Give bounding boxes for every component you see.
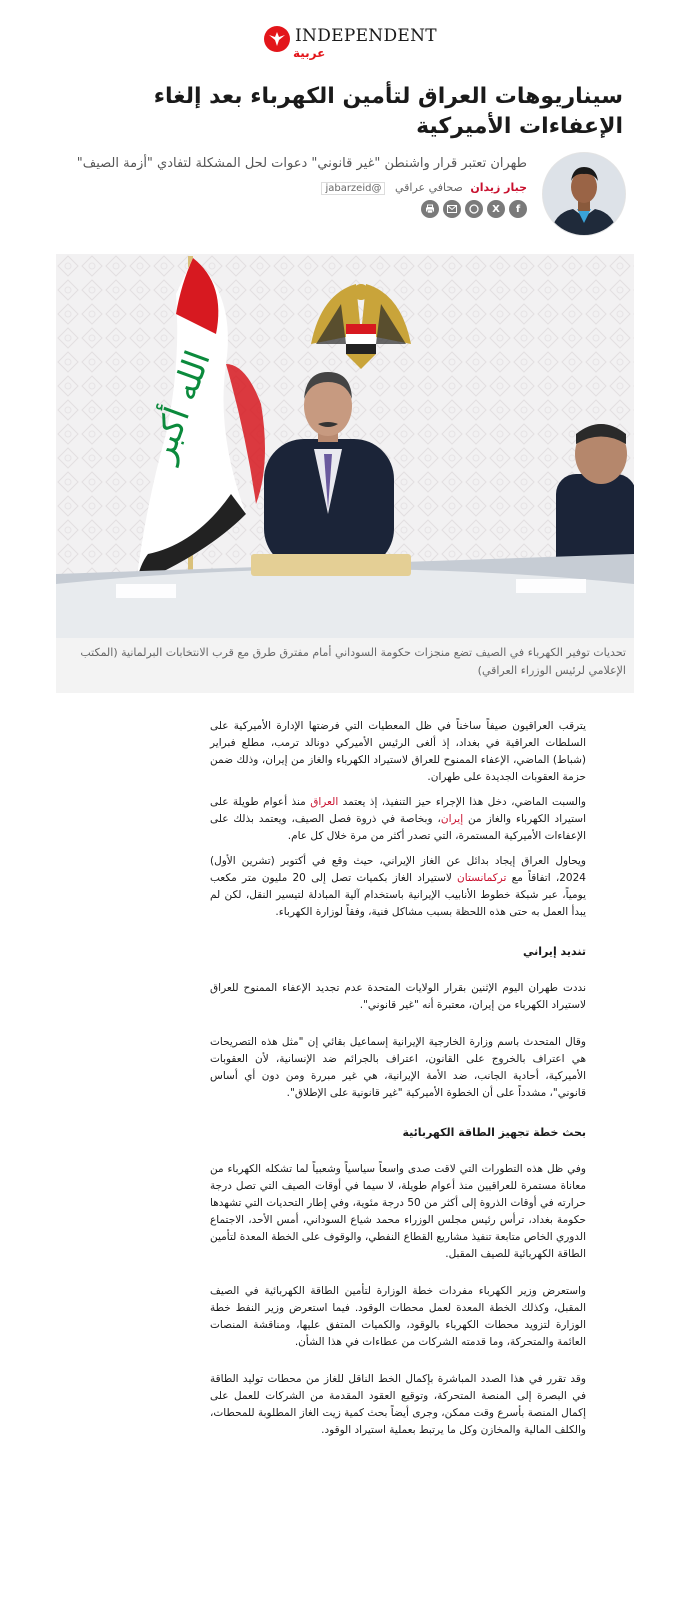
author-name[interactable]: جبار زيدان — [470, 181, 527, 194]
section-heading-power-plan: بحث خطة تجهيز الطاقة الكهربائية — [402, 1126, 586, 1139]
logo-wordmark: INDEPENDENT — [295, 26, 437, 46]
paragraph-3-text-a: ويحاول العراق إيجاد بدائل عن الغاز الإيراني، حيث وقع في أكتوبر (تشرين الأول) 2024، اتفاقاً مع — [210, 855, 586, 884]
paragraph-2 — [210, 794, 586, 845]
paragraph-3 — [210, 853, 586, 921]
email-icon[interactable] — [443, 200, 461, 218]
iraq-link[interactable]: العراق — [310, 796, 339, 808]
paragraph-8: وقد تقرر في هذا الصدد المباشرة بإكمال الخط الناقل للغاز من محطات توليد الطاقة في البصرة إلى المنصة المتحركة، وتوقيع العقود المقدمة من الشركات للعمل على إكمال المنصة بأسرع وقت ممكن، وجرى أيضاً بحث كمية زيت الغاز المطلوبة للمحطات، والكلف المالية والمخازن وكل ما يرتبط بعملية استيراد الوقود. — [210, 1373, 586, 1436]
svg-text:الله أكبر: الله أكبر — [141, 345, 219, 468]
facebook-icon[interactable]: f — [509, 200, 527, 218]
turkmenistan-link[interactable]: تركمانستان — [457, 872, 507, 884]
article-hero-image[interactable] — [56, 254, 634, 638]
author-handle[interactable]: @jabarzeid — [321, 182, 385, 195]
tehran-link[interactable]: إيران — [440, 813, 464, 825]
article-subheadline: طهران تعتبر قرار واشنطن "غير قانوني" دعوات لحل المشكلة لتفادي "أزمة الصيف" — [76, 156, 527, 171]
paragraph-5: وقال المتحدث باسم وزارة الخارجية الإيرانية إسماعيل بقائي إن "مثل هذه التصريحات هي اعتراف بالخروج على القانون، اعتراف بالجرائم ضد الإنسانية، لأن العقوبات الأميركية، أحادية الجانب، ضد الأمة الإيرانية، هي غير مبررة ومن دون أي أساس قانوني"، مشدداً على أن الخطوة الأميركية "غير قانونية على الإطلاق". — [210, 1036, 586, 1099]
paragraph-2-text-a: والسبت الماضي، دخل هذا الإجراء حيز التنفيذ، إذ يعتمد — [338, 796, 586, 808]
image-caption: تحديات توفير الكهرباء في الصيف تضع منجزات حكومة السوداني أمام مفترق طرق مع قرب الانتخابات البرلمانية (المكتب الإعلامي لرئيس الوزراء العراقي) — [80, 646, 626, 677]
paragraph-4: نددت طهران اليوم الإثنين بقرار الولايات المتحدة عدم تجديد الإعفاء الممنوح للعراق لاستيراد الكهرباء من إيران، معتبرة أنه "غير قانوني". — [210, 982, 586, 1011]
paragraph-1: يترقب العراقيون صيفاً ساخناً في ظل المعطيات التي فرضتها الإدارة الأميركية على السلطات العراقية في بغداد، إذ ألغى الرئيس الأميركي دونالد ترمب، مطلع فبراير (شباط) الماضي، الإعفاء الممنوح للعراق لاستيراد الكهرباء والغاز من إيران، وذلك ضمن حزمة العقوبات الجديدة على طهران. — [210, 720, 586, 783]
paragraph-7: واستعرض وزير الكهرباء مفردات خطة الوزارة لتأمين الطاقة الكهربائية في الصيف المقبل، وكذلك الخطة المعدة لعمل محطات الوقود. فيما استعرض وزير النفط خطة الوزارة لتزويد محطات الكهرباء بالوقود، والكميات المتفق عليها، ومناقشة المنصات العائمة والمتحركة، وما قدمته الشركات من عطاءات في هذا الشأن. — [210, 1285, 586, 1348]
article-body — [210, 718, 586, 1447]
paragraph-6: وفي ظل هذه التطورات التي لاقت صدى واسعاً سياسياً وشعبياً لما تشكله الكهرباء من معاناة مستمرة للعراقيين منذ أعوام طويلة، لا سيما في أوقات الصيف التي تصل درجة حرارته في أوقات الذروة إلى أكثر من 50 درجة مئوية، وفي إطار التحديات التي تشهدها حكومة بغداد، ترأس رئيس مجلس الوزراء محمد شياع السوداني، أمس الأحد، الاجتماع الدوري الخاص متابعة تنفيذ مشاريع القطاع النفطي، والوقوف على الخطة المعدة لتأمين الطاقة الكهربائية للصيف المقبل. — [210, 1163, 586, 1260]
paragraph-2-text-c: ، وبخاصة في ذروة فصل الصيف، ويعتمد بذلك على الإعفاءات الأميركية المستمرة، التي تصدر أكثر من مرة خلال كل عام. — [210, 813, 586, 842]
x-icon[interactable]: X — [487, 200, 505, 218]
eagle-logo-icon — [264, 26, 290, 52]
whatsapp-icon[interactable] — [465, 200, 483, 218]
image-caption-box — [56, 638, 634, 693]
share-bar — [421, 200, 527, 218]
paragraph-2-text-b: منذ أعوام طويلة على استيراد الكهرباء والغاز من — [210, 796, 586, 825]
print-icon[interactable] — [421, 200, 439, 218]
paragraph-3-text-b: لاستيراد الغاز بكميات تصل إلى 20 مليون متر مكعب يومياً، عبر شبكة خطوط الأنابيب الإيرانية باستخدام آلية المبادلة لتيسير النقل، لكن لم يبدأ العمل به حتى هذه اللحظة بسبب مشاكل فنية، وفقاً لوزارة الكهرباء. — [210, 872, 586, 918]
site-logo[interactable] — [0, 22, 679, 62]
section-heading-iranian-denunciation: تنديد إيراني — [522, 945, 586, 958]
logo-edition: عربية — [293, 46, 326, 60]
author-role: صحافي عراقي — [394, 181, 463, 194]
author-byline — [321, 181, 527, 194]
article-headline: سيناريوهات العراق لتأمين الكهرباء بعد إلغاء الإعفاءات الأميركية — [153, 84, 623, 139]
author-avatar[interactable] — [542, 152, 626, 236]
